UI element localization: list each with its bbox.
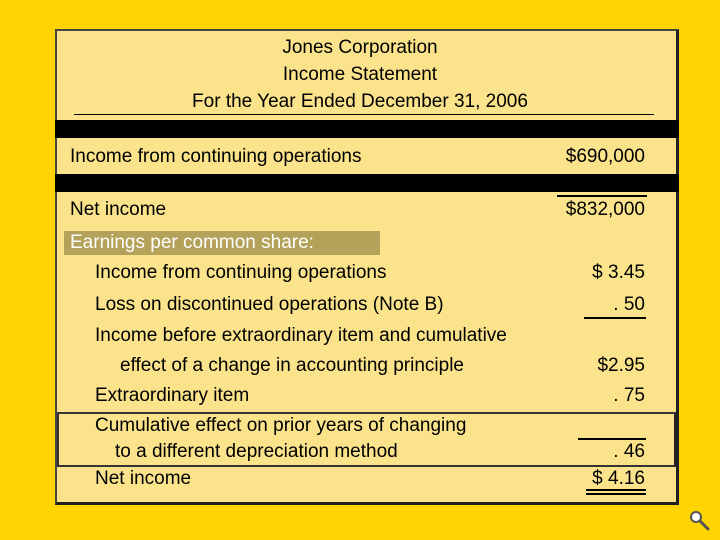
net-income-value: $832,000 xyxy=(565,199,645,220)
statement-period: For the Year Ended December 31, 2006 xyxy=(192,91,528,112)
eps-before-extraordinary-label-1: Income before extraordinary item and cumulative xyxy=(95,325,507,346)
company-name: Jones Corporation xyxy=(282,37,438,58)
eps-net-income-value: $ 4.16 xyxy=(592,468,645,489)
eps-discontinued-label: Loss on discontinued operations (Note B) xyxy=(95,294,444,315)
eps-extraordinary-label: Extraordinary item xyxy=(95,385,250,406)
eps-net-income-label: Net income xyxy=(95,468,192,489)
eps-cumulative-value: . 46 xyxy=(613,441,645,462)
eps-extraordinary-value: . 75 xyxy=(613,385,645,406)
net-income-double-underline-2 xyxy=(586,493,646,495)
continuing-operations-value: $690,000 xyxy=(565,146,645,167)
eps-cumulative-label-2: to a different depreciation method xyxy=(115,441,398,462)
eps-before-extraordinary-value: $2.95 xyxy=(597,355,645,376)
eps-continuing-label: Income from continuing operations xyxy=(95,262,387,283)
net-income-double-underline-1 xyxy=(586,489,646,491)
eps-heading: Earnings per common share: xyxy=(70,232,314,253)
discontinued-underline xyxy=(584,317,646,319)
eps-cumulative-label-1: Cumulative effect on prior years of changing xyxy=(95,415,467,436)
cumulative-overline xyxy=(578,438,646,440)
eps-before-extraordinary-label-2: effect of a change in accounting principle xyxy=(120,355,464,376)
eps-continuing-value: $ 3.45 xyxy=(592,262,645,283)
magnifier-icon[interactable] xyxy=(688,509,710,531)
net-income-overline xyxy=(557,195,647,197)
dark-band-top xyxy=(55,120,679,138)
eps-discontinued-value: . 50 xyxy=(613,294,645,315)
continuing-operations-label: Income from continuing operations xyxy=(70,146,362,167)
header-underline xyxy=(74,114,654,115)
net-income-label: Net income xyxy=(70,199,167,220)
dark-band-middle xyxy=(55,174,679,192)
statement-title: Income Statement xyxy=(282,64,438,85)
